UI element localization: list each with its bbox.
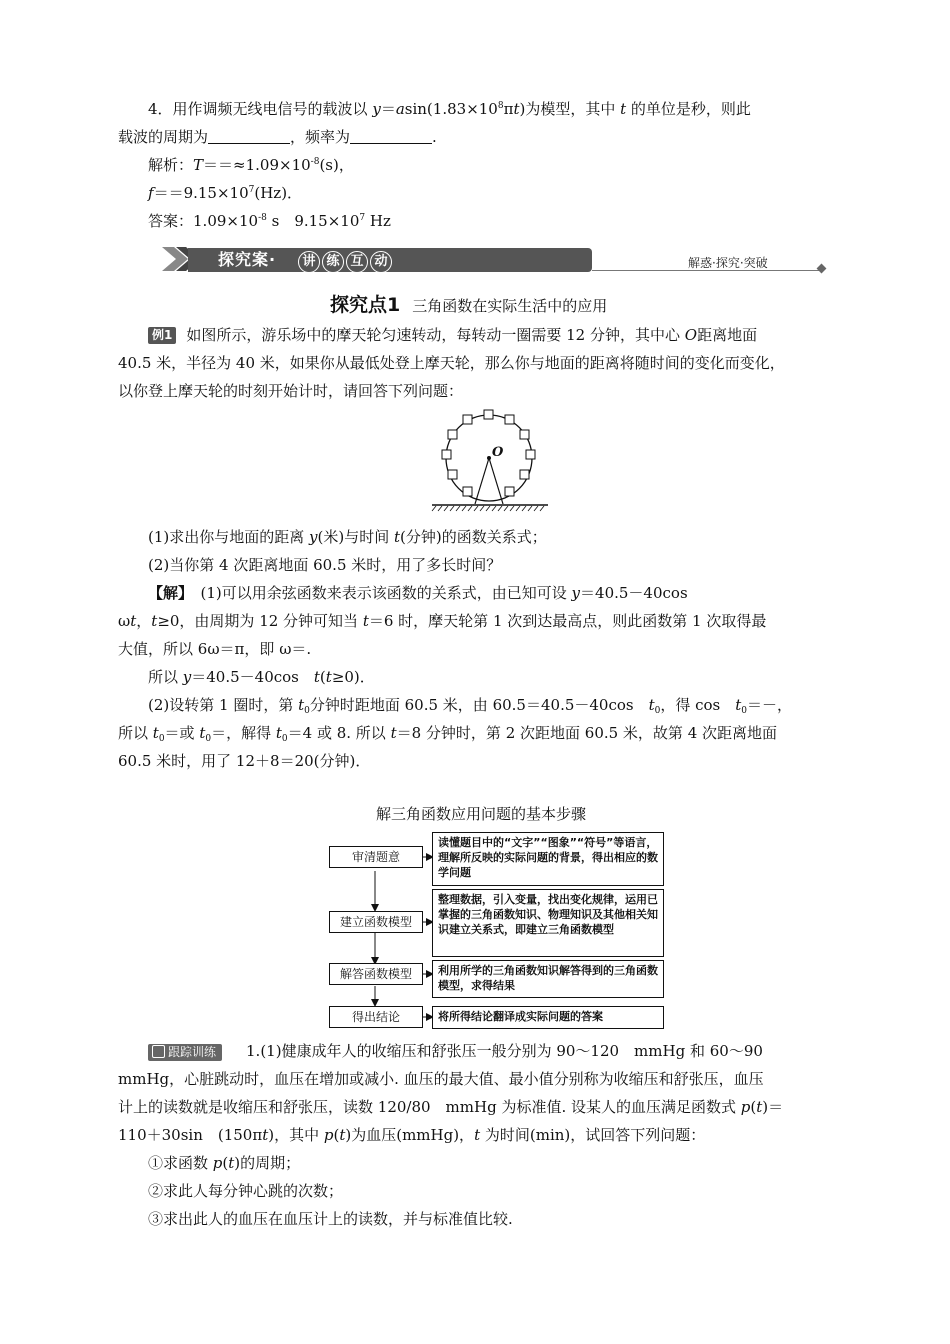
example1-line3: 以你登上摩天轮的时刻开始计时，请回答下列问题： [118,382,464,400]
training-line1: 跟踪训练 1.(1)健康成年人的收缩压和舒张压一般分别为 90～120 mmHg 和 60～90 [148,1040,763,1062]
problem4-line2: 载波的周期为 ，频率为 . [118,128,437,146]
diamond-icon [817,264,827,274]
training-line4: 110＋30sin (150πt)，其中 p(t)为血压(mmHg)，t 为时间(min)，试回答下列问题： [118,1126,706,1144]
training-question1: ①求函数 p(t)的周期； [148,1154,301,1172]
example1-line2: 40.5 米，半径为 40 米，如果你从最低处登上摩天轮，那么你与地面的距离将随时间的变化而变化， [118,354,785,372]
training-question3: ③求出此人的血压在血压计上的读数，并与标准值比较. [148,1210,513,1228]
training-line3: 计上的读数就是收缩压和舒张压，读数 120/80 mmHg 为标准值. 设某人的血压满足函数式 p(t)＝ [118,1098,784,1116]
banner-right-text: 解惑·探究·突破 [688,256,768,270]
flow-step-2-desc: 整理数据，引入变量，找出变化规律，运用已掌握的三角函数知识、物理知识及其他相关知识建立关系式，即建立三角函数模型 [432,889,664,957]
example-tag: 例1 [148,327,176,344]
flow-step-1-desc: 读懂题目中的“文字”“图象”“符号”等语言，理解所反映的实际问题的背景，得出相应的数学问题 [432,832,664,886]
banner-title: 探究案· [218,250,277,269]
flow-step-3: 解答函数模型 [329,963,423,985]
solution4-frequency: $f==9.15\times 10^7(Hz)$． [148,184,303,202]
solution1-line3: 大值，所以 6ω＝π，即 ω＝. [118,640,312,658]
training-line2: mmHg，心脏跳动时，血压在增加或减小. 血压的最大值、最小值分别称为收缩压和舒张压，血压 [118,1070,764,1088]
period-blank [208,129,290,144]
flow-step-2: 建立函数模型 [329,911,423,933]
flow-step-4-desc: 将所得结论翻译成实际问题的答案 [432,1006,664,1029]
flow-step-3-desc: 利用所学的三角函数知识解答得到的三角函数模型，求得结果 [432,960,664,998]
flow-step-4: 得出结论 [329,1006,423,1028]
flow-step-1: 审清题意 [329,846,423,868]
training-question2: ②求此人每分钟心跳的次数； [148,1182,344,1200]
solution1-line1: 【解】 (1)可以用余弦函数来表示该函数的关系式，由已知可设 y＝40.5－40cos [148,584,688,602]
solution1-line5: (2)设转第 1 圈时，第 $t_0$分钟时距地面 60.5 米，由 60.5＝40.5－40cos $t_0$，得 cos $t_0=-$， [148,696,793,716]
example1-question2: (2)当你第 4 次距离地面 60.5 米时，用了多长时间？ [148,556,502,574]
example1-line1: 例1 如图所示，游乐场中的摩天轮匀速转动，每转动一圈需要 12 分钟，其中心 O距离地面 [148,324,757,346]
solution4-period: 解析：$T==\approx 1.09\times 10^{-8}(s)$， [148,156,354,174]
problem4-line1: 4．用作调频无线电信号的载波以 $y=asin(1.83\times 10^8\pi t)$为模型，其中 t 的单位是秒，则此 [148,100,751,118]
solution1-line6: 所以 $t_0=$或 $t_0=$，解得 $t_0=4$ 或 8. 所以 t＝8 分钟时，第 2 次距地面 60.5 米，故第 4 次距离地面 [118,724,778,744]
section-heading: 探究点1 三角函数在实际生活中的应用 [330,294,608,316]
solution1-line4: 所以 y＝40.5－40cos t(t≥0)． [148,668,375,686]
training-icon [152,1045,165,1058]
example1-question1: (1)求出你与地面的距离 y(米)与时间 t(分钟)的函数关系式； [148,528,547,546]
solution1-line2: ωt，t≥0，由周期为 12 分钟可知当 t＝6 时，摩天轮第 1 次到达最高点，则此函数第 1 次取得最 [118,612,767,630]
training-tag: 跟踪训练 [148,1044,222,1061]
solution4-answer: 答案：$1.09\times 10^{-8}$ s $9.15\times 10^7$ Hz [148,212,391,230]
frequency-blank [350,129,432,144]
flowchart-title: 解三角函数应用问题的基本步骤 [376,805,587,823]
banner-subtitle: 讲 练 互 动 [298,248,394,272]
section-banner [160,244,832,274]
solution1-line7: 60.5 米时，用了 12＋8＝20(分钟)． [118,752,371,770]
center-label-o: O [492,445,504,460]
ferris-wheel-figure [428,404,552,516]
